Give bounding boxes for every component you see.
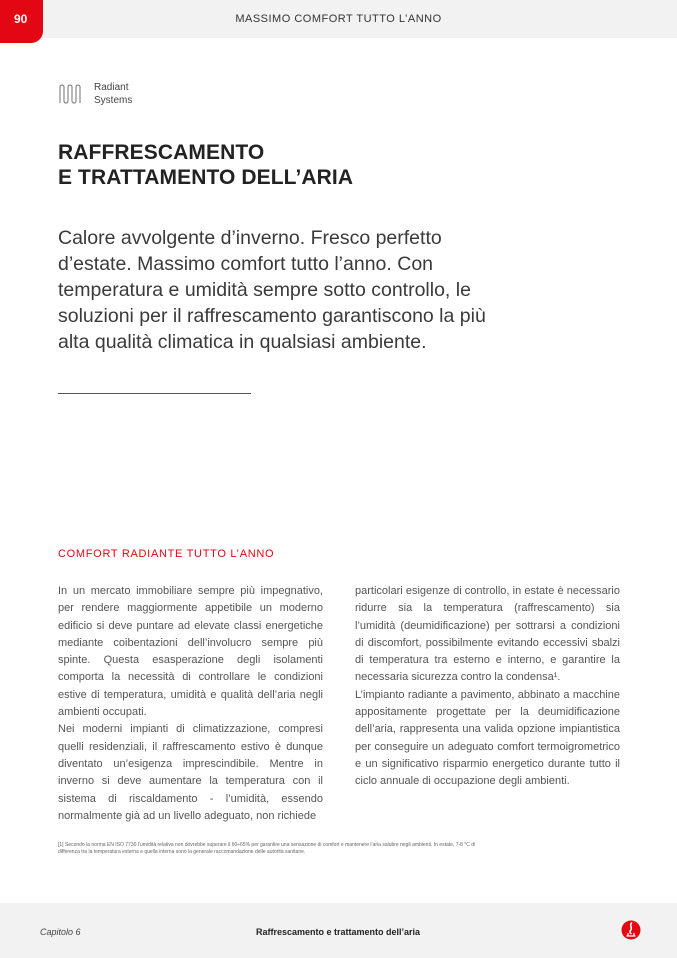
brand-logo-icon [621, 920, 641, 940]
body-paragraph: particolari esigenze di controllo, in estate è necessario ridurre sia la temperatura (raffrescamento) sia l’umidità (deumidificazione) per sottrarsi a condizioni di discomfort, possibilmente evitando eccessivi sbalzi di temperatura tra esterno e interno, e garantire la necessaria sicurezza contro la condensa¹. [355, 585, 620, 684]
body-paragraph: Nei moderni impianti di climatizzazione, compresi quelli residenziali, il raffrescamento estivo è dunque diventato un’esigenza imprescindibile. Mentre in inverno si deve aumentare la temperatura con il sistema di riscaldamento - l’umidità, essendo normalmente già ad un livello adeguato, non richiede [58, 723, 323, 822]
footer-chapter: Capitolo 6 [40, 927, 81, 937]
body-paragraph: L’impianto radiante a pavimento, abbinato a macchine appositamente progettate per la deumidificazione dell’aria, rappresenta una valida opzione impiantistica per conseguire un adeguato comfort termoigrometrico e un significativo risparmio energetico durante tutto il ciclo annuale di occupazione degli ambienti. [355, 688, 620, 788]
page-number: 90 [0, 0, 43, 43]
title-line-2: E TRATTAMENTO DELL’ARIA [58, 166, 354, 189]
body-column-left [58, 583, 323, 825]
running-title: MASSIMO COMFORT TUTTO L’ANNO [235, 13, 442, 25]
brand-text [94, 81, 132, 107]
radiant-coil-icon [58, 83, 82, 105]
section-heading: COMFORT RADIANTE TUTTO L’ANNO [58, 548, 275, 560]
body-paragraph: In un mercato immobiliare sempre più impegnativo, per rendere maggiormente appetibile un moderno edificio si deve puntare ad elevate classi energetiche mediante coibentazioni dell’involucro sempre più spinte. Questa esasperazione degli isolamenti comporta la necessità di controllare le condizioni estive di temperatura, umidità e qualità dell’aria negli ambienti occupati. [58, 585, 323, 719]
divider-rule [58, 393, 251, 394]
brand-line-1: Radiant [94, 82, 129, 93]
footnote: [1] Secondo la norma EN ISO 7730 l’umidità relativa non dovrebbe superare il 60÷65% per garantire una sensazione di comfort e mantenere l’aria salubre negli ambienti. In estate, 7-8 °C di differenza tra la temperatura esterna e quella interna sono la generale raccomandazione delle autorità sanitarie. [58, 842, 476, 855]
body-column-right [355, 583, 620, 791]
running-header [0, 13, 677, 25]
lead-paragraph: Calore avvolgente d’inverno. Fresco perfetto d’estate. Massimo comfort tutto l’anno. Con temperatura e umidità sempre sotto controllo, le soluzioni per il raffrescamento garantiscono la più alta qualità climatica in qualsiasi ambiente. [58, 227, 486, 353]
footer-title: Raffrescamento e trattamento dell’aria [256, 927, 421, 937]
brand-line-2: Systems [94, 95, 133, 106]
page-title [58, 140, 618, 190]
title-line-1: RAFFRESCAMENTO [58, 141, 265, 164]
